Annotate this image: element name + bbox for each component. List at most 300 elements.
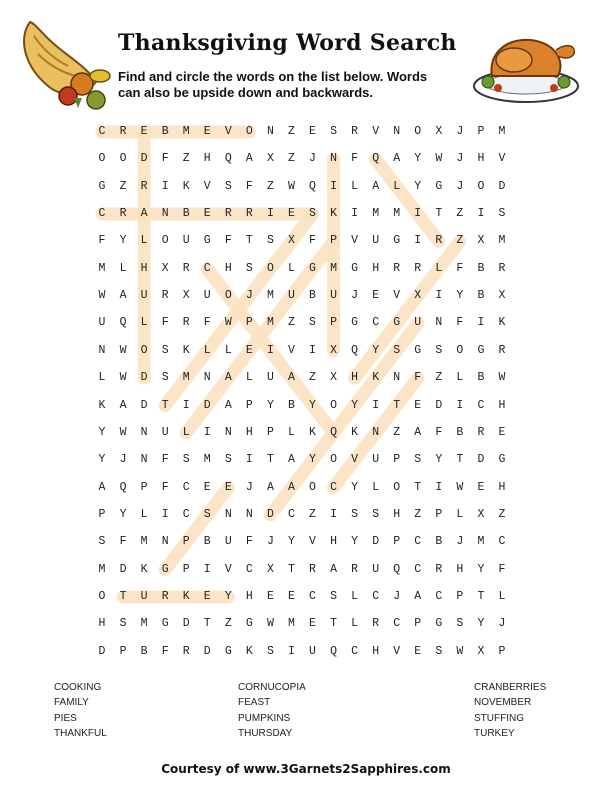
grid-letter: E <box>309 617 316 631</box>
grid-letter: O <box>245 125 253 138</box>
grid-letter: X <box>287 234 295 248</box>
grid-letter: U <box>161 425 169 439</box>
grid-letter: V <box>224 125 232 138</box>
grid-letter: B <box>477 371 485 385</box>
grid-letter: D <box>372 535 380 549</box>
grid-letter: Q <box>309 179 316 193</box>
grid-letter: K <box>182 589 190 603</box>
grid-letter: S <box>245 261 253 275</box>
grid-letter: A <box>119 289 127 303</box>
grid-letter: H <box>224 261 232 275</box>
grid-letter: M <box>203 453 211 467</box>
grid-letter: W <box>435 152 443 166</box>
grid-letter: X <box>266 152 274 166</box>
grid-letter: W <box>98 289 106 303</box>
grid-letter: P <box>456 589 464 603</box>
grid-letter: L <box>287 425 295 439</box>
grid-letter: J <box>456 179 464 193</box>
grid-letter: X <box>435 125 443 138</box>
found-word-highlight <box>165 488 228 570</box>
grid-letter: J <box>309 152 316 166</box>
grid-letter: V <box>224 562 232 576</box>
grid-letter: E <box>414 398 422 412</box>
grid-letter: E <box>414 644 422 658</box>
grid-letter: U <box>330 289 337 303</box>
word-list-column-3 <box>474 680 546 741</box>
grid-letter: E <box>203 207 211 221</box>
grid-letter: I <box>435 480 443 494</box>
grid-letter: N <box>266 125 274 138</box>
grid-letter: C <box>477 398 485 412</box>
grid-letter: H <box>372 261 380 275</box>
grid-letter: J <box>498 617 506 631</box>
grid-letter: P <box>119 644 127 658</box>
grid-letter: V <box>287 343 295 357</box>
grid-letter: F <box>245 179 253 193</box>
grid-letter: F <box>119 535 127 549</box>
grid-letter: C <box>182 507 190 521</box>
grid-letter: R <box>414 261 422 275</box>
word-list-item: TURKEY <box>474 727 515 739</box>
grid-letter: A <box>140 207 148 221</box>
grid-letter: S <box>309 207 316 221</box>
word-list-item: THANKFUL <box>54 727 107 739</box>
grid-letter: H <box>477 152 485 166</box>
grid-letter: E <box>203 125 211 138</box>
grid-letter: P <box>435 507 443 521</box>
grid-letter: D <box>119 562 127 576</box>
grid-letter: G <box>161 562 169 576</box>
grid-letter: Q <box>372 152 380 166</box>
grid-letter: N <box>161 535 169 549</box>
grid-letter: Q <box>393 562 401 576</box>
grid-letter: H <box>456 562 464 576</box>
grid-letter: P <box>330 316 337 330</box>
grid-letter: L <box>140 507 148 521</box>
grid-letter: G <box>224 644 232 658</box>
grid-letter: R <box>182 261 190 275</box>
grid-letter: T <box>245 234 253 248</box>
grid-letter: F <box>351 152 359 166</box>
grid-letter: S <box>224 179 232 193</box>
grid-letter: G <box>414 343 422 357</box>
grid-letter: Q <box>351 343 359 357</box>
grid-letter: K <box>98 398 106 412</box>
grid-letter: C <box>435 589 443 603</box>
grid-letter: N <box>245 507 253 521</box>
grid-letter: K <box>372 371 380 385</box>
grid-letter: I <box>203 425 211 439</box>
grid-letter: C <box>203 261 211 275</box>
grid-letter: M <box>498 234 506 248</box>
grid-letter: E <box>477 480 485 494</box>
grid-letter: I <box>414 234 422 248</box>
grid-letter: R <box>119 125 127 138</box>
grid-letter: O <box>330 453 337 467</box>
grid-letter: Y <box>266 398 274 412</box>
grid-letter: B <box>203 535 211 549</box>
grid-letter: R <box>119 207 127 221</box>
grid-letter: O <box>309 480 316 494</box>
grid-letter: O <box>119 152 127 166</box>
grid-letter: C <box>245 562 253 576</box>
grid-letter: F <box>161 453 169 467</box>
grid-letter: I <box>245 453 253 467</box>
grid-letter: F <box>161 316 169 330</box>
grid-letter: V <box>203 179 211 193</box>
grid-letter: S <box>309 316 316 330</box>
grid-letter: L <box>140 234 148 248</box>
grid-letter: D <box>182 617 190 631</box>
grid-letter: O <box>330 398 337 412</box>
grid-letter: G <box>245 617 253 631</box>
grid-letter: P <box>182 562 190 576</box>
grid-letter: N <box>203 371 211 385</box>
grid-letter: Y <box>456 289 464 303</box>
grid-letter: I <box>161 507 169 521</box>
grid-letter: T <box>119 589 127 603</box>
grid-letter: D <box>203 398 211 412</box>
grid-letter: I <box>330 507 337 521</box>
grid-letter: N <box>140 425 148 439</box>
grid-letter: Z <box>266 179 274 193</box>
grid-letter: F <box>161 644 169 658</box>
word-list-item: PUMPKINS <box>238 712 291 724</box>
grid-letter: Y <box>98 425 106 439</box>
grid-letter: P <box>266 425 274 439</box>
grid-letter: M <box>330 261 337 275</box>
grid-letter: N <box>330 152 337 166</box>
grid-letter: S <box>435 644 443 658</box>
grid-letter: P <box>414 617 422 631</box>
grid-letter: L <box>140 316 148 330</box>
grid-letter: B <box>182 207 190 221</box>
grid-letter: W <box>119 425 127 439</box>
grid-letter: B <box>161 125 169 138</box>
grid-letter: L <box>498 589 506 603</box>
grid-letter: R <box>372 617 380 631</box>
grid-letter: M <box>98 261 106 275</box>
grid-letter: S <box>266 234 274 248</box>
grid-letter: E <box>245 343 253 357</box>
grid-letter: U <box>224 535 232 549</box>
grid-letter: O <box>456 343 464 357</box>
grid-letter: U <box>266 371 274 385</box>
grid-letter: P <box>393 535 401 549</box>
grid-letter: B <box>456 425 464 439</box>
grid-letter: L <box>351 179 359 193</box>
grid-letter: I <box>266 343 274 357</box>
grid-letter: M <box>287 617 295 631</box>
grid-letter: W <box>119 343 127 357</box>
grid-letter: X <box>498 289 506 303</box>
grid-letter: G <box>351 261 359 275</box>
grid-letter: P <box>393 453 401 467</box>
grid-letter: P <box>330 234 337 248</box>
grid-letter: H <box>393 507 401 521</box>
grid-letter: W <box>224 316 232 330</box>
footer-credit: Courtesy of www.3Garnets2Sapphires.com <box>161 762 451 776</box>
grid-letter: A <box>245 152 253 166</box>
grid-letter: Y <box>414 179 422 193</box>
grid-letter: A <box>393 152 401 166</box>
grid-letter: S <box>224 453 232 467</box>
grid-letter: P <box>140 480 148 494</box>
grid-letter: R <box>224 207 232 221</box>
grid-letter: C <box>330 480 337 494</box>
word-list-item: NOVEMBER <box>474 697 532 709</box>
grid-letter: K <box>245 644 253 658</box>
grid-letter: G <box>435 179 443 193</box>
grid-letter: S <box>161 371 169 385</box>
grid-letter: U <box>140 289 148 303</box>
grid-letter: L <box>435 261 443 275</box>
grid-letter: M <box>266 316 274 330</box>
grid-letter: E <box>203 589 211 603</box>
grid-letter: H <box>140 261 148 275</box>
grid-letter: W <box>456 644 464 658</box>
grid-letter: T <box>435 207 443 221</box>
grid-letter: I <box>477 207 485 221</box>
grid-letter: N <box>393 125 401 138</box>
grid-letter: C <box>351 644 359 658</box>
grid-letter: I <box>203 562 211 576</box>
word-list-item: CRANBERRIES <box>474 682 547 693</box>
grid-letter: Q <box>330 425 337 439</box>
grid-letter: R <box>498 343 506 357</box>
grid-letter: G <box>309 261 316 275</box>
grid-letter: V <box>351 234 359 248</box>
grid-letter: I <box>477 316 485 330</box>
grid-letter: V <box>351 453 359 467</box>
grid-letter: X <box>266 562 274 576</box>
grid-letter: Q <box>330 644 337 658</box>
grid-letter: D <box>266 507 274 521</box>
grid-letter: E <box>224 480 232 494</box>
grid-letter: M <box>182 125 190 138</box>
grid-letter: T <box>203 617 211 631</box>
grid-letter: J <box>456 152 464 166</box>
grid-letter: K <box>351 425 359 439</box>
grid-letter: G <box>435 617 443 631</box>
grid-letter: P <box>498 644 506 658</box>
grid-letter: J <box>456 125 464 138</box>
grid-letter: Q <box>119 480 127 494</box>
grid-letter: A <box>266 480 274 494</box>
grid-letter: C <box>393 617 401 631</box>
grid-letter: Y <box>477 617 485 631</box>
grid-letter: I <box>456 398 464 412</box>
grid-letter: R <box>477 425 485 439</box>
grid-letter: F <box>435 425 443 439</box>
grid-letter: R <box>435 562 443 576</box>
grid-letter: P <box>245 316 253 330</box>
grid-letter: Y <box>287 535 295 549</box>
grid-letter: Z <box>414 507 422 521</box>
grid-letter: Z <box>456 207 464 221</box>
grid-letter: R <box>435 234 443 248</box>
grid-letter: G <box>498 453 506 467</box>
grid-letter: A <box>224 371 232 385</box>
grid-letter: W <box>287 179 295 193</box>
grid-letter: F <box>456 261 464 275</box>
grid-letter: T <box>330 617 337 631</box>
grid-letter: Z <box>498 507 506 521</box>
grid-letter: S <box>119 617 127 631</box>
grid-letter: V <box>372 125 380 138</box>
grid-letter: I <box>435 289 443 303</box>
grid-letter: V <box>393 289 401 303</box>
word-list-column-1 <box>54 680 107 741</box>
grid-letter: M <box>182 371 190 385</box>
grid-letter: X <box>477 507 485 521</box>
grid-letter: M <box>393 207 401 221</box>
grid-letter: F <box>245 535 253 549</box>
grid-letter: F <box>456 316 464 330</box>
word-list-item: CORNUCOPIA <box>238 682 306 693</box>
grid-letter: R <box>245 207 253 221</box>
grid-letter: A <box>287 371 295 385</box>
grid-letter: T <box>266 453 274 467</box>
grid-letter: O <box>393 480 401 494</box>
grid-letter: S <box>498 207 506 221</box>
grid-letter: Y <box>414 152 422 166</box>
grid-letter: N <box>161 207 169 221</box>
grid-letter: E <box>372 289 380 303</box>
grid-letter: H <box>372 644 380 658</box>
grid-letter: H <box>330 535 337 549</box>
grid-letter: B <box>287 398 295 412</box>
grid-letter: S <box>161 343 169 357</box>
grid-letter: J <box>351 289 359 303</box>
grid-letter: K <box>309 425 316 439</box>
word-list-item: FEAST <box>238 697 271 709</box>
grid-letter: X <box>161 261 169 275</box>
grid-letter: X <box>477 644 485 658</box>
grid-letter: B <box>435 535 443 549</box>
word-list-item: FAMILY <box>54 697 89 709</box>
grid-letter: Z <box>393 425 401 439</box>
grid-letter: C <box>372 316 380 330</box>
grid-letter: M <box>140 535 148 549</box>
grid-letter: I <box>182 398 190 412</box>
grid-letter: O <box>140 343 148 357</box>
grid-letter: L <box>456 507 464 521</box>
grid-letter: L <box>351 589 359 603</box>
grid-letter: C <box>414 562 422 576</box>
grid-letter: M <box>266 289 274 303</box>
grid-letter: I <box>351 207 359 221</box>
grid-letter: A <box>224 398 232 412</box>
grid-letter: K <box>182 343 190 357</box>
grid-letter: B <box>477 289 485 303</box>
grid-letter: R <box>140 179 148 193</box>
grid-letter: E <box>498 425 506 439</box>
grid-letter: T <box>393 398 401 412</box>
grid-letter: C <box>287 507 295 521</box>
grid-letter: E <box>203 480 211 494</box>
grid-letter: M <box>98 562 106 576</box>
grid-letter: Z <box>224 617 232 631</box>
grid-letter: X <box>330 343 337 357</box>
grid-letter: S <box>351 507 359 521</box>
grid-letter: U <box>140 589 148 603</box>
grid-letter: F <box>161 480 169 494</box>
grid-letter: H <box>203 152 211 166</box>
grid-letter: W <box>266 617 274 631</box>
grid-letter: X <box>414 289 422 303</box>
grid-letter: J <box>456 535 464 549</box>
grid-letter: R <box>182 316 190 330</box>
grid-letter: I <box>266 207 274 221</box>
grid-letter: W <box>119 371 127 385</box>
grid-letter: D <box>140 371 148 385</box>
grid-letter: E <box>309 125 316 138</box>
grid-letter: L <box>245 371 253 385</box>
grid-letter: F <box>98 234 106 248</box>
grid-letter: T <box>477 589 485 603</box>
grid-letter: Y <box>351 480 359 494</box>
grid-letter: Z <box>182 152 190 166</box>
grid-letter: N <box>224 507 232 521</box>
grid-letter: O <box>414 125 422 138</box>
grid-letter: B <box>140 644 148 658</box>
grid-letter: E <box>287 207 295 221</box>
grid-letter: R <box>309 562 316 576</box>
grid-letter: C <box>414 535 422 549</box>
grid-letter: J <box>266 535 274 549</box>
grid-letter: G <box>477 343 485 357</box>
grid-letter: A <box>287 480 295 494</box>
grid-letter: O <box>98 589 106 603</box>
grid-letter: G <box>161 617 169 631</box>
grid-letter: E <box>266 589 274 603</box>
grid-letter: L <box>287 261 295 275</box>
grid-letter: S <box>98 535 106 549</box>
grid-letter: A <box>98 480 106 494</box>
grid-letter: A <box>414 425 422 439</box>
grid-letter: F <box>498 562 506 576</box>
grid-letter: C <box>372 589 380 603</box>
grid-letter: U <box>414 316 422 330</box>
grid-letter: H <box>245 589 253 603</box>
grid-letter: I <box>309 343 316 357</box>
grid-letter: L <box>393 179 401 193</box>
grid-letter: L <box>351 617 359 631</box>
grid-letter: Y <box>224 589 232 603</box>
grid-letter: T <box>161 398 169 412</box>
grid-letter: L <box>119 261 127 275</box>
grid-letter: F <box>414 371 422 385</box>
grid-letter: V <box>393 644 401 658</box>
word-list-item: STUFFING <box>474 712 524 724</box>
grid-letter: E <box>140 125 148 138</box>
grid-letter: W <box>456 480 464 494</box>
grid-letter: D <box>140 398 148 412</box>
grid-letter: K <box>140 562 148 576</box>
grid-letter: S <box>266 644 274 658</box>
grid-letter: I <box>330 179 337 193</box>
grid-letter: F <box>309 234 316 248</box>
grid-letter: T <box>456 453 464 467</box>
grid-letter: R <box>351 125 359 138</box>
grid-letter: U <box>372 453 380 467</box>
found-word-highlight <box>376 159 439 241</box>
grid-letter: U <box>287 289 295 303</box>
grid-letter: U <box>372 234 380 248</box>
grid-letter: R <box>161 289 169 303</box>
grid-letter: U <box>203 289 211 303</box>
